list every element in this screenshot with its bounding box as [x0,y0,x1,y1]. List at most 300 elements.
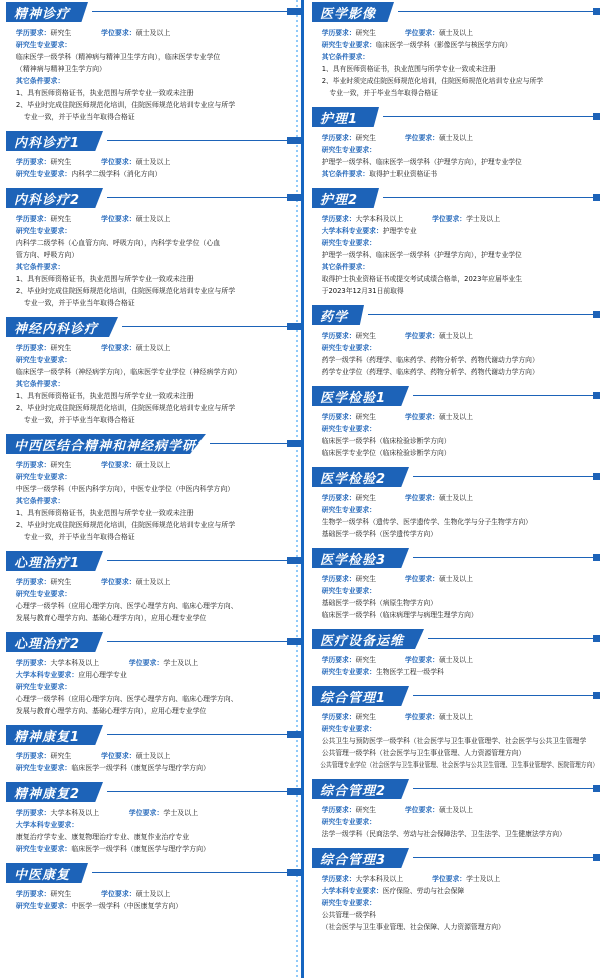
edu-label: 学历要求： [321,713,356,721]
section-header [6,723,301,745]
section-header-tick [593,8,600,15]
section-title: 综合管理3 [320,853,387,868]
section-title: 医学检验2 [320,472,387,487]
section-title: 医学检验3 [320,553,387,568]
grad-major-row [6,225,298,237]
grad-major-text: 公共管理专业学位（社会医学与卫生事业管理、社会医学与公共卫生管理、卫生事业管理学、医院管理方向） [320,761,599,769]
section-header-rule [107,734,301,735]
grad-major-label: 研究生专业要求： [15,590,72,598]
section-title: 心理治疗2 [14,637,81,652]
grad-major-label: 研究生专业要求： [15,473,72,481]
degree-label: 学位要求： [405,413,439,421]
other-req-row [312,51,598,63]
degree-label: 学位要求： [101,578,136,586]
section-header-tick [287,137,301,144]
section-header-tick [287,323,301,330]
section-header-tick [593,554,600,561]
edu-value: 研究生 [355,413,376,421]
edu-label: 学历要求： [15,215,51,223]
edu-value: 研究生 [50,578,72,586]
grad-major-label: 研究生专业要求： [321,725,376,733]
grad-major-label: 研究生专业要求： [321,344,376,352]
other-req-text: 2、毕业时完成住院医师规范化培训，住院医师规范化培训专业应与所学 [15,287,236,295]
other-req-text: 2、毕业时须完成住院医师规范化培训，住院医师规范化培训专业应与所学 [321,77,544,85]
other-req-row [312,168,598,180]
position-section [6,432,301,543]
section-header-tick [287,638,301,645]
edu-label: 学历要求： [15,344,51,352]
section-header-rule [383,197,600,198]
grad-major-text: 临床医学一级学科（临床病理学与病理生理学方向） [321,611,478,619]
edu-label: 学历要求： [15,578,51,586]
section-title: 精神康复1 [14,730,81,745]
other-req-text: 1、具有医师资格证书，执业范围与所学专业一致或未注册 [15,275,194,283]
section-title: 综合管理2 [320,784,387,799]
grad-major-value: 内科学二级学科（消化方向） [71,170,162,178]
edu-label: 学历要求： [321,656,356,664]
section-header-tick [287,8,301,15]
right-column [312,0,600,939]
grad-major-label: 研究生专业要求： [15,356,72,364]
section-title: 心理治疗1 [14,556,81,571]
section-header-tick [593,311,600,318]
edu-value: 大学本科及以上 [355,215,404,223]
requirement-edu-degree [6,750,298,762]
degree-value: 硕士及以上 [135,215,171,223]
grad-major-row [312,144,598,156]
undergrad-major-value: 应用心理学专业 [78,671,127,679]
section-header [312,465,600,487]
position-section [6,861,301,912]
position-section [312,546,600,621]
grad-major-text: 临床医学一级学科（临床检验诊断学方向） [321,437,451,445]
undergrad-major-value: 护理学专业 [382,227,417,235]
section-header-tick [287,869,301,876]
section-header-tick [287,557,301,564]
requirement-edu-degree [312,873,598,885]
grad-major-text: 临床医学一级学科（精神病与精神卫生学方向），临床医学专业学位 [15,53,221,61]
position-section [312,846,600,933]
grad-major-label: 研究生专业要求： [15,170,72,178]
degree-value: 硕士及以上 [438,575,473,583]
grad-major-label: 研究生专业要求： [321,239,376,247]
section-header-tick [287,788,301,795]
section-header-rule [413,395,600,396]
section-header [6,432,301,454]
other-req-label: 其它条件要求： [15,77,65,85]
other-req-text: 2、毕业时完成住院医师规范化培训，住院医师规范化培训专业应与所学 [15,101,236,109]
grad-major-label: 研究生专业要求： [15,227,72,235]
other-req-text: 专业一致，并于毕业当年取得合格证 [23,299,135,307]
other-req-row [6,261,298,273]
degree-value: 硕士及以上 [135,344,171,352]
section-header [312,0,600,22]
edu-label: 学历要求： [321,134,356,142]
grad-major-label: 研究生专业要求： [321,41,376,49]
other-req-label: 其它条件要求： [321,170,370,178]
position-section [6,129,301,180]
degree-value: 硕士及以上 [135,158,171,166]
requirement-edu-degree [6,807,298,819]
requirement-edu-degree [312,492,598,504]
degree-label: 学位要求： [101,752,136,760]
position-section [312,384,600,459]
position-section [6,630,301,717]
requirement-edu-degree [312,654,598,666]
section-title: 医学检验1 [320,391,387,406]
section-title: 神经内科诊疗 [14,322,99,337]
edu-label: 学历要求： [15,890,51,898]
grad-major-label: 研究生专业要求： [321,818,376,826]
grad-major-label: 研究生专业要求： [15,764,72,772]
other-req-row [6,495,298,507]
requirement-edu-degree [6,888,298,900]
degree-label: 学位要求： [432,215,467,223]
other-req-text: 1、具有医师资格证书，执业范围与所学专业一致或未注册 [15,392,194,400]
section-header [6,0,301,22]
degree-label: 学位要求： [405,494,439,502]
section-header [6,186,301,208]
degree-value: 硕士及以上 [438,713,473,721]
degree-value: 硕士及以上 [438,413,473,421]
degree-label: 学位要求： [432,875,467,883]
requirement-edu-degree [6,27,298,39]
grad-major-text: 心理学一级学科（应用心理学方向、医学心理学方向、临床心理学方向、 [15,695,238,703]
section-header-rule [413,695,600,696]
position-section [312,303,600,378]
requirement-edu-degree [6,156,298,168]
other-req-value: 取得护士职业资格证书 [369,170,438,178]
degree-value: 硕士及以上 [438,656,473,664]
grad-major-value: 临床医学一级学科（影像医学与核医学方向） [375,41,512,49]
position-section [312,777,600,840]
section-header [312,186,600,208]
requirement-edu-degree [312,213,598,225]
degree-value: 硕士及以上 [438,134,473,142]
grad-major-label: 研究生专业要求： [321,899,376,907]
position-section [6,315,301,426]
requirement-edu-degree [312,711,598,723]
degree-value: 硕士及以上 [135,578,171,586]
degree-value: 硕士及以上 [438,332,473,340]
requirement-edu-degree [6,342,298,354]
section-header [312,684,600,706]
column-divider [301,0,304,978]
undergrad-major-label: 大学本科专业要求： [15,671,79,679]
edu-value: 研究生 [355,713,376,721]
degree-label: 学位要求： [101,461,136,469]
degree-label: 学位要求： [405,806,439,814]
section-header [312,627,600,649]
section-header-rule [413,476,600,477]
section-header-tick [287,731,301,738]
grad-major-row [6,471,298,483]
section-header [6,861,301,883]
grad-major-label: 研究生专业要求： [321,146,376,154]
other-req-text: 2、毕业时完成住院医师规范化培训，住院医师规范化培训专业应与所学 [15,521,236,529]
degree-label: 学位要求： [405,575,439,583]
section-header-rule [368,314,600,315]
edu-value: 研究生 [50,890,72,898]
degree-label: 学位要求： [405,656,439,664]
section-title: 护理2 [320,193,359,208]
section-header-tick [593,113,600,120]
grad-major-label: 研究生专业要求： [15,845,72,853]
edu-label: 学历要求： [321,494,356,502]
edu-value: 大学本科及以上 [355,875,404,883]
degree-label: 学位要求： [128,659,164,667]
grad-major-row [312,666,598,678]
grad-major-label: 研究生专业要求： [321,587,376,595]
edu-label: 学历要求： [321,875,356,883]
other-req-label: 其它条件要求： [321,53,370,61]
edu-value: 研究生 [50,752,72,760]
degree-label: 学位要求： [405,713,439,721]
other-req-text: 专业一致，并于毕业当年取得合格证 [329,89,438,97]
undergrad-major-row [6,819,298,831]
section-title: 药学 [320,310,349,325]
section-title: 内科诊疗2 [14,193,81,208]
requirement-edu-degree [312,573,598,585]
grad-major-text: 基础医学一级学科（医学遗传学方向） [321,530,438,538]
edu-value: 研究生 [50,29,72,37]
degree-value: 学士及以上 [466,875,500,883]
requirement-edu-degree [312,132,598,144]
degree-value: 硕士及以上 [438,494,473,502]
degree-label: 学位要求： [101,344,136,352]
grad-major-text: 管方向、呼吸方向） [15,251,79,259]
edu-label: 学历要求： [15,752,51,760]
grad-major-row [6,681,298,693]
position-section [312,684,600,771]
edu-value: 研究生 [50,215,72,223]
section-header-rule [413,557,600,558]
section-title: 综合管理1 [320,691,387,706]
degree-label: 学位要求： [101,29,136,37]
left-column [6,0,301,918]
section-title: 中西医结合精神和神经病学研究 [14,439,211,454]
other-req-label: 其它条件要求： [15,263,65,271]
other-req-text: 2、毕业时完成住院医师规范化培训，住院医师规范化培训专业应与所学 [15,404,236,412]
undergrad-major-label: 大学本科专业要求： [321,227,383,235]
edu-value: 研究生 [50,461,72,469]
section-header-rule [107,641,301,642]
section-title: 中医康复 [14,868,71,883]
grad-major-row [312,237,598,249]
undergrad-major-value: 医疗保险、劳动与社会保障 [382,887,465,895]
grad-major-text: 药学一级学科（药理学、临床药学、药物分析学、药物代谢动力学方向） [321,356,539,364]
section-title: 精神诊疗 [14,7,71,22]
position-section [312,186,600,297]
grad-major-label: 研究生专业要求： [321,668,376,676]
grad-major-text: 公共卫生与预防医学一级学科（社会医学与卫生事业管理学、社会医学与公共卫生管理学 [321,737,587,745]
edu-label: 学历要求： [321,806,356,814]
other-req-text: 1、具有医师资格证书，执业范围与所学专业一致或未注册 [15,509,194,517]
position-section [6,780,301,855]
section-header [6,780,301,802]
degree-label: 学位要求： [405,134,439,142]
section-header [6,315,301,337]
section-title: 内科诊疗1 [14,136,81,151]
section-header [6,630,301,652]
section-header-tick [287,440,301,447]
degree-value: 硕士及以上 [135,890,171,898]
grad-major-text: 公共管理一级学科（社会医学与卫生事业管理、人力资源管理方向） [321,749,526,757]
grad-major-text: 临床医学一级学科（神经病学方向），临床医学专业学位（神经病学方向） [15,368,242,376]
section-header [312,546,600,568]
grad-major-text: 公共管理一级学科 [321,911,376,919]
undergrad-major-row [312,225,598,237]
degree-value: 硕士及以上 [135,461,171,469]
position-section [6,186,301,309]
grad-major-value: 中医学一级学科（中医康复学方向） [71,902,183,910]
other-req-text: 取得护士执业资格证书或提交考试成绩合格单，2023年应届毕业生 [321,275,523,283]
section-header [312,846,600,868]
section-header [312,777,600,799]
undergrad-major-row [312,885,598,897]
section-header-rule [92,872,301,873]
section-header-tick [287,194,301,201]
edu-label: 学历要求： [321,215,356,223]
section-header-rule [413,788,600,789]
grad-major-text: 中医学一级学科（中医内科学方向），中医专业学位（中医内科学方向） [15,485,235,493]
edu-value: 研究生 [355,656,376,664]
section-header-rule [107,140,301,141]
undergrad-major-row [6,669,298,681]
grad-major-row [6,900,298,912]
section-header-tick [593,692,600,699]
grad-major-text: （社会医学与卫生事业管理、社会保障、人力资源管理方向） [321,923,505,931]
section-title: 护理1 [320,112,359,127]
grad-major-text: （精神病与精神卫生学方向） [15,65,106,73]
section-header [6,129,301,151]
edu-label: 学历要求： [15,659,51,667]
position-section [312,627,600,678]
requirement-edu-degree [312,804,598,816]
grad-major-text: 心理学一级学科（应用心理学方向、医学心理学方向、临床心理学方向、 [15,602,238,610]
degree-label: 学位要求： [101,890,136,898]
edu-value: 大学本科及以上 [50,809,100,817]
other-req-text: 专业一致，并于毕业当年取得合格证 [23,533,135,541]
grad-major-text: 药学专业学位（药理学、临床药学、药物分析学、药物代谢动力学方向） [321,368,539,376]
other-req-text: 专业一致，并于毕业当年取得合格证 [23,416,135,424]
other-req-label: 其它条件要求： [321,263,370,271]
section-header-tick [593,194,600,201]
position-section [312,465,600,540]
section-header-rule [428,638,600,639]
position-section [312,0,600,99]
grad-major-text: 护理学一级学科、临床医学一级学科（护理学方向），护理专业学位 [321,251,522,259]
edu-label: 学历要求： [15,158,51,166]
section-title: 医疗设备运维 [320,634,405,649]
position-section [312,105,600,180]
grad-major-row [312,723,598,735]
degree-value: 学士及以上 [466,215,500,223]
grad-major-row [6,762,298,774]
degree-label: 学位要求： [405,29,439,37]
degree-label: 学位要求： [405,332,439,340]
grad-major-row [312,423,598,435]
edu-value: 研究生 [50,158,72,166]
requirement-edu-degree [312,27,598,39]
section-header-tick [593,854,600,861]
edu-value: 研究生 [50,344,72,352]
grad-major-label: 研究生专业要求： [15,902,72,910]
edu-label: 学历要求： [15,29,51,37]
section-header-rule [107,560,301,561]
edu-value: 大学本科及以上 [50,659,100,667]
grad-major-row [6,588,298,600]
section-header-rule [122,326,301,327]
edu-label: 学历要求： [321,575,356,583]
edu-value: 研究生 [355,29,376,37]
requirement-edu-degree [312,330,598,342]
section-header-rule [398,11,600,12]
grad-major-text: 基础医学一级学科（病原生物学方向） [321,599,438,607]
degree-label: 学位要求： [101,215,136,223]
position-section [6,723,301,774]
edu-value: 研究生 [355,806,376,814]
degree-value: 硕士及以上 [135,29,171,37]
degree-label: 学位要求： [101,158,136,166]
undergrad-major-label: 大学本科专业要求： [15,821,79,829]
other-req-text: 专业一致，并于毕业当年取得合格证 [23,113,135,121]
section-header-rule [107,791,301,792]
degree-value: 学士及以上 [163,809,199,817]
other-req-label: 其它条件要求： [15,497,65,505]
degree-value: 学士及以上 [163,659,199,667]
grad-major-label: 研究生专业要求： [15,683,72,691]
section-header [312,384,600,406]
edu-value: 研究生 [355,575,376,583]
section-header-tick [593,392,600,399]
grad-major-row [312,504,598,516]
other-req-text: 1、具有医师资格证书，执业范围与所学专业一致或未注册 [15,89,194,97]
grad-major-value: 临床医学一级学科（康复医学与理疗学方向） [71,764,210,772]
position-section [6,549,301,624]
grad-major-text: 内科学二级学科（心血管方向、呼吸方向），内科学专业学位（心血 [15,239,221,247]
requirement-edu-degree [312,411,598,423]
edu-label: 学历要求： [321,332,356,340]
section-header-rule [413,857,600,858]
section-header-tick [593,785,600,792]
degree-value: 硕士及以上 [438,806,473,814]
other-req-label: 其它条件要求： [15,380,65,388]
grad-major-text: 护理学一级学科、临床医学一级学科（护理学方向），护理专业学位 [321,158,522,166]
other-req-row [6,75,298,87]
grad-major-row [6,39,298,51]
requirement-edu-degree [6,576,298,588]
grad-major-value: 临床医学一级学科（康复医学与理疗学方向） [71,845,210,853]
section-header [312,105,600,127]
section-title: 精神康复2 [14,787,81,802]
grad-major-label: 研究生专业要求： [321,506,376,514]
requirement-edu-degree [6,459,298,471]
other-req-text: 1、具有医师资格证书，执业范围与所学专业一致或未注册 [321,65,496,73]
grad-major-text: 法学一级学科（民商法学、劳动与社会保障法学、卫生法学、卫生健康法学方向） [321,830,566,838]
grad-major-row [312,585,598,597]
degree-value: 硕士及以上 [438,29,473,37]
section-header [312,303,600,325]
edu-value: 研究生 [355,494,376,502]
grad-major-row [312,897,598,909]
degree-value: 硕士及以上 [135,752,171,760]
section-header-tick [593,635,600,642]
grad-major-row [312,39,598,51]
undergrad-major-label: 大学本科专业要求： [321,887,383,895]
requirement-edu-degree [6,657,298,669]
grad-major-text: 发展与教育心理学方向、基础心理学方向），应用心理专业学位 [15,614,207,622]
